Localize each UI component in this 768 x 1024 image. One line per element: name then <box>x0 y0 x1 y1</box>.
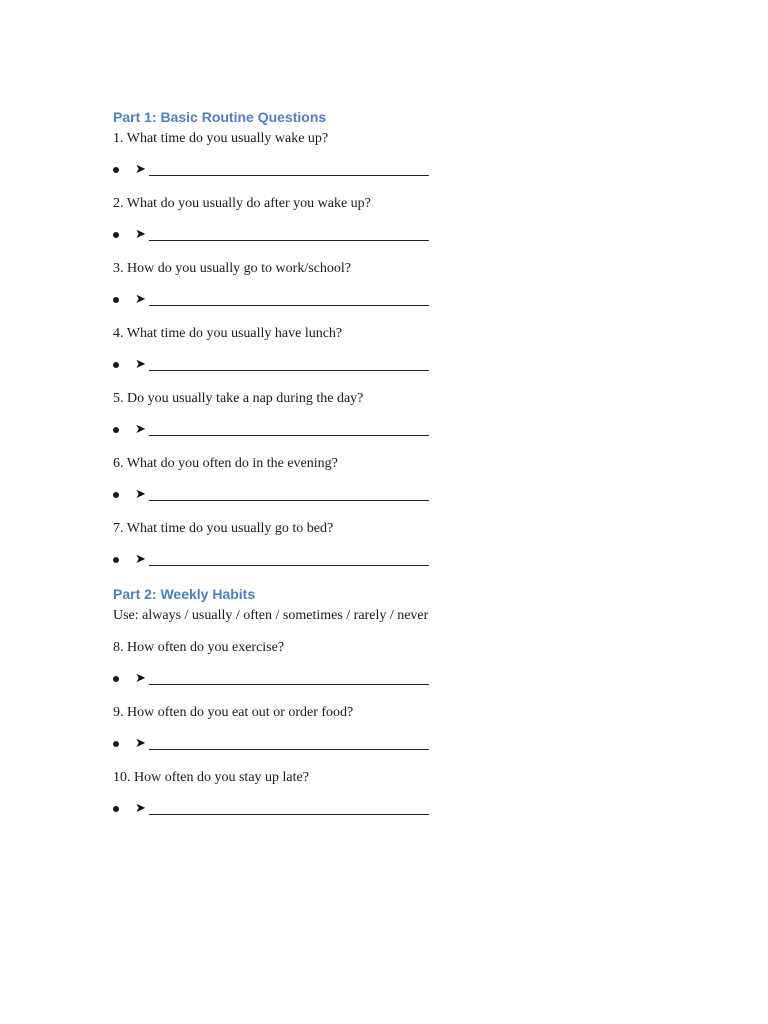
answer-field-9[interactable] <box>149 749 429 750</box>
bullet-icon <box>113 232 119 238</box>
arrow-icon: ➤ <box>135 162 146 177</box>
arrow-icon: ➤ <box>135 801 146 816</box>
bullet-icon <box>113 297 119 303</box>
answer-row-10 <box>113 799 673 821</box>
question-5: 5. Do you usually take a nap during the day? <box>113 391 364 406</box>
question-8: 8. How often do you exercise? <box>113 640 285 655</box>
question-3: 3. How do you usually go to work/school? <box>113 261 351 276</box>
arrow-icon: ➤ <box>135 736 146 751</box>
arrow-icon: ➤ <box>135 671 146 686</box>
answer-row-6 <box>113 485 673 507</box>
question-1: 1. What time do you usually wake up? <box>113 131 329 146</box>
question-9: 9. How often do you eat out or order food? <box>113 705 354 720</box>
answer-field-8[interactable] <box>149 684 429 685</box>
arrow-icon: ➤ <box>135 422 146 437</box>
bullet-icon <box>113 362 119 368</box>
answer-field-6[interactable] <box>149 500 429 501</box>
arrow-icon: ➤ <box>135 487 146 502</box>
question-10: 10. How often do you stay up late? <box>113 770 309 785</box>
answer-field-5[interactable] <box>149 435 429 436</box>
answer-field-3[interactable] <box>149 305 429 306</box>
answer-field-4[interactable] <box>149 370 429 371</box>
answer-row-2 <box>113 225 673 247</box>
bullet-icon <box>113 557 119 563</box>
bullet-icon <box>113 492 119 498</box>
worksheet <box>113 106 673 832</box>
answer-field-7[interactable] <box>149 565 429 566</box>
answer-row-4 <box>113 355 673 377</box>
bullet-icon <box>113 741 119 747</box>
bullet-icon <box>113 427 119 433</box>
answer-row-3 <box>113 290 673 312</box>
arrow-icon: ➤ <box>135 292 146 307</box>
answer-row-5 <box>113 420 673 442</box>
answer-row-8 <box>113 669 673 691</box>
answer-field-1[interactable] <box>149 175 429 176</box>
part1-heading: Part 1: Basic Routine Questions <box>113 109 327 125</box>
answer-row-9 <box>113 734 673 756</box>
question-7: 7. What time do you usually go to bed? <box>113 521 334 536</box>
bullet-icon <box>113 806 119 812</box>
arrow-icon: ➤ <box>135 552 146 567</box>
bullet-icon <box>113 676 119 682</box>
answer-field-2[interactable] <box>149 240 429 241</box>
arrow-icon: ➤ <box>135 227 146 242</box>
question-6: 6. What do you often do in the evening? <box>113 456 338 471</box>
answer-row-7 <box>113 550 673 572</box>
bullet-icon <box>113 167 119 173</box>
part2-heading: Part 2: Weekly Habits <box>113 586 256 602</box>
question-2: 2. What do you usually do after you wake up? <box>113 196 371 211</box>
question-4: 4. What time do you usually have lunch? <box>113 326 343 341</box>
usage-note: Use: always / usually / often / sometimes / rarely / never <box>113 608 429 623</box>
arrow-icon: ➤ <box>135 357 146 372</box>
answer-field-10[interactable] <box>149 814 429 815</box>
answer-row-1 <box>113 160 673 182</box>
